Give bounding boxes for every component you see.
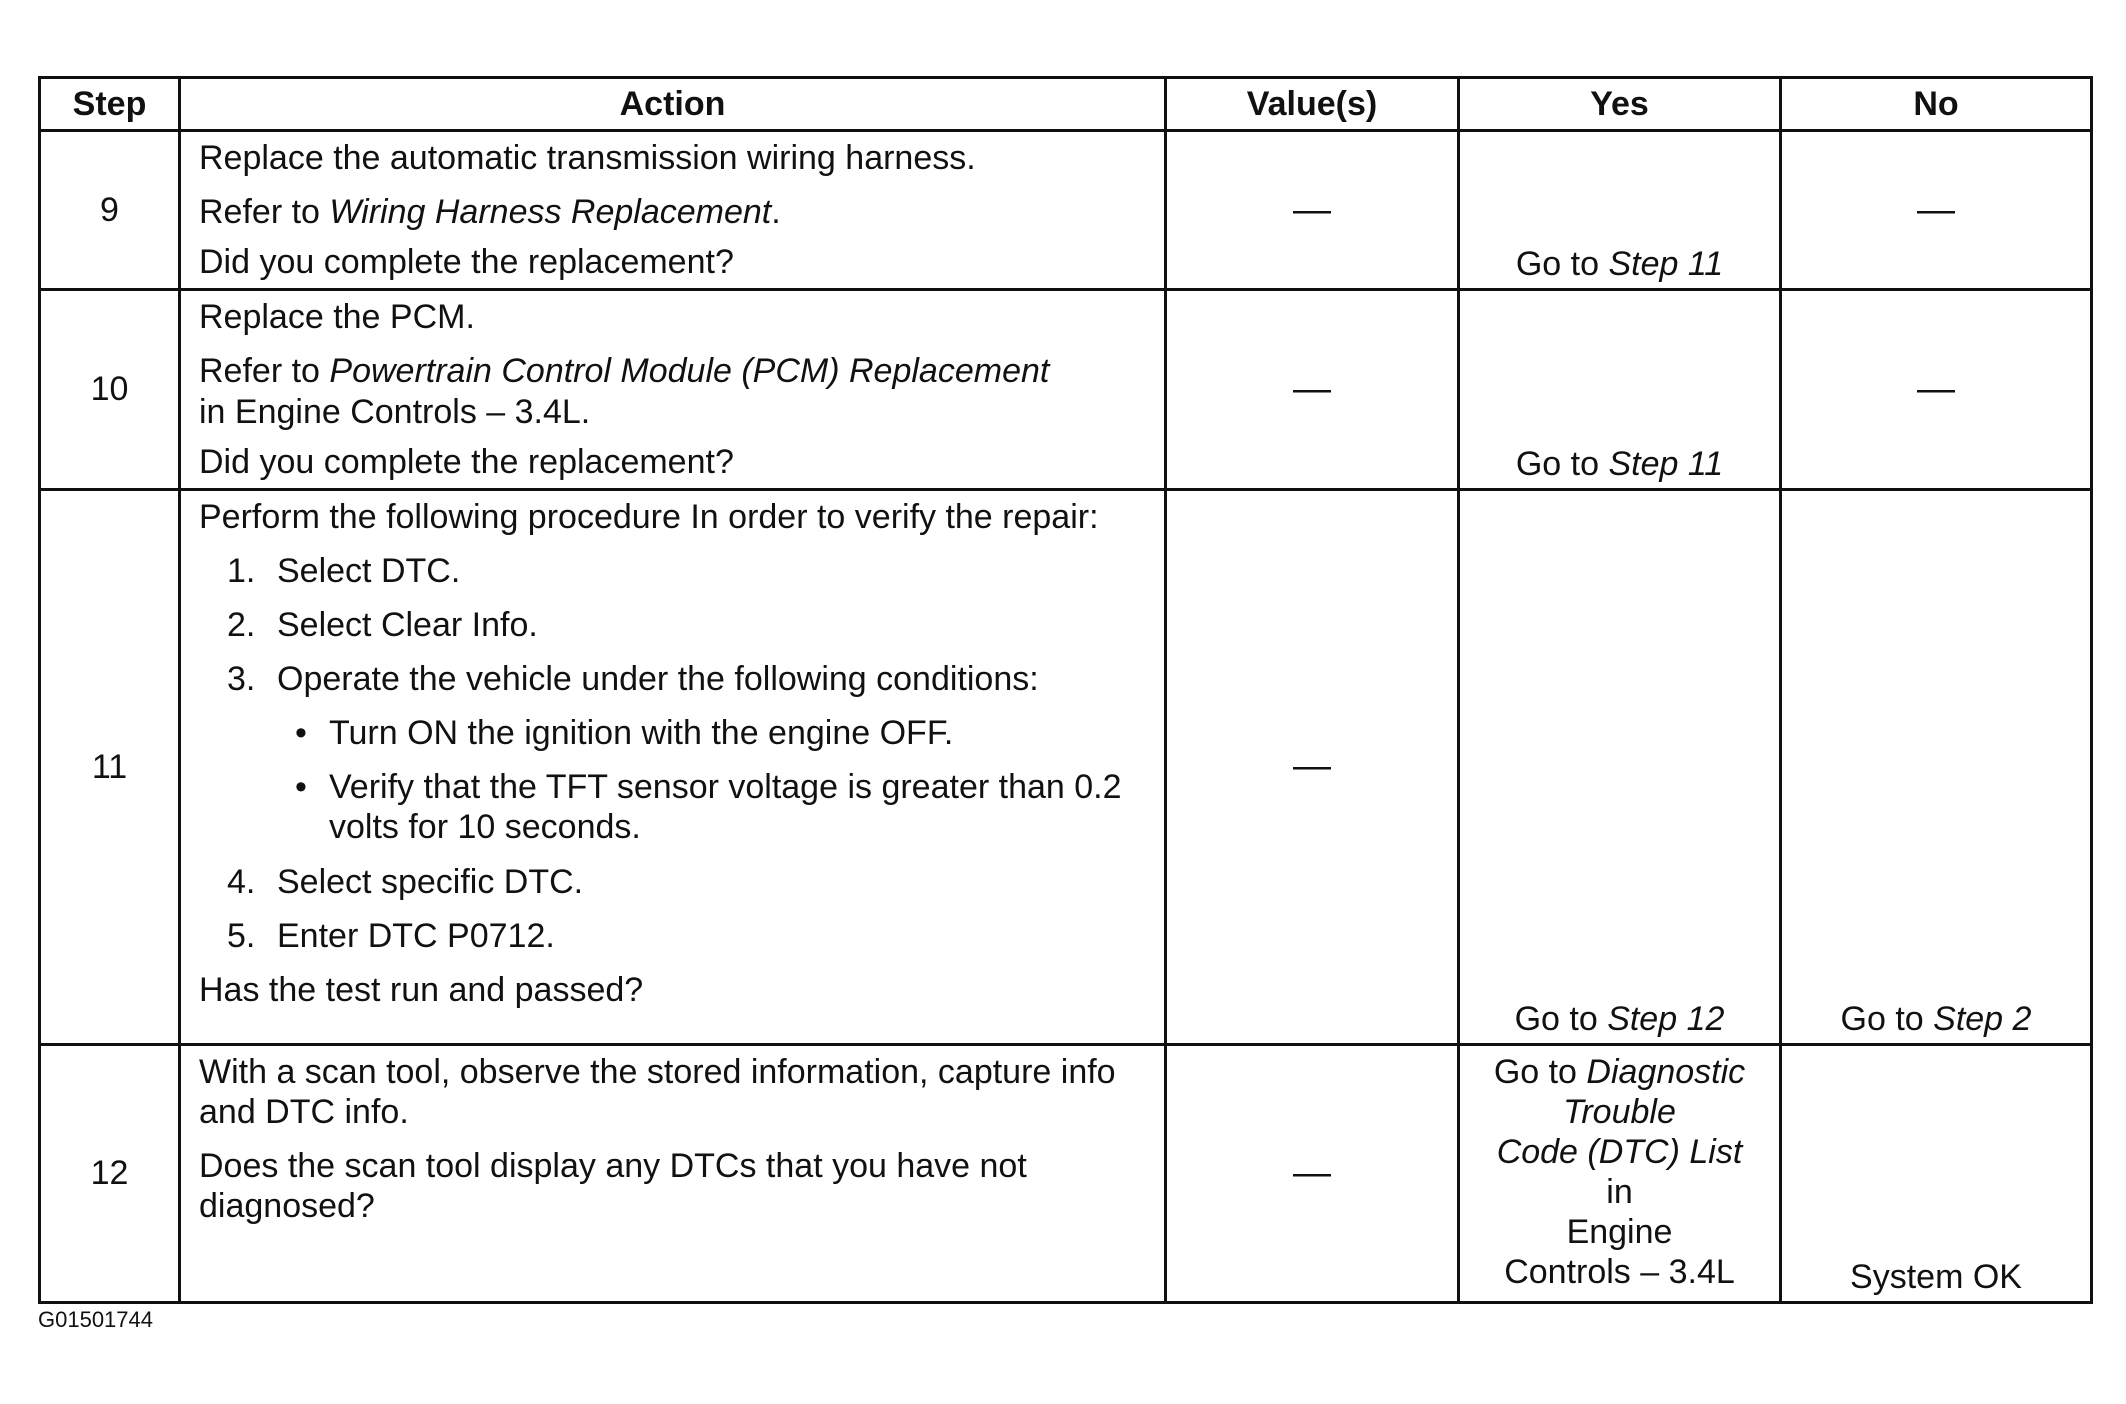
list-number: 1. bbox=[227, 551, 256, 590]
yes-cell bbox=[1459, 1044, 1781, 1302]
list-item bbox=[199, 605, 1144, 645]
list-item bbox=[199, 862, 1144, 902]
values-cell: — bbox=[1166, 131, 1459, 290]
header-yes: Yes bbox=[1459, 78, 1781, 131]
action-reference bbox=[199, 351, 1144, 391]
yes-line bbox=[1460, 1052, 1779, 1092]
action-cell bbox=[180, 1044, 1166, 1302]
table-row-step-12 bbox=[40, 1044, 2092, 1302]
yes-cell bbox=[1459, 290, 1781, 489]
header-action: Action bbox=[180, 78, 1166, 131]
step-number: 11 bbox=[40, 489, 180, 1044]
reference-prefix: Refer to bbox=[199, 352, 330, 391]
list-number: 2. bbox=[227, 605, 256, 644]
no-cell: — bbox=[1781, 131, 2092, 290]
list-number: 4. bbox=[227, 862, 256, 901]
list-text: Select Clear Info. bbox=[277, 605, 538, 644]
yes-prefix: Go to bbox=[1514, 999, 1608, 1038]
reference-link: Wiring Harness Replacement bbox=[329, 193, 772, 232]
yes-cell bbox=[1459, 131, 1781, 290]
bullet-icon: • bbox=[295, 714, 307, 753]
bullet-text: Turn ON the ignition with the engine OFF. bbox=[329, 714, 954, 753]
yes-reference-link: Code (DTC) List bbox=[1496, 1132, 1743, 1171]
list-text: Operate the vehicle under the following conditions: bbox=[277, 660, 1039, 699]
yes-line: Engine bbox=[1566, 1212, 1673, 1251]
list-item bbox=[199, 551, 1144, 591]
values-cell: — bbox=[1166, 290, 1459, 489]
step-number: 9 bbox=[40, 131, 180, 290]
yes-reference-stack bbox=[1460, 1052, 1779, 1292]
yes-line: in bbox=[1606, 1172, 1633, 1211]
no-cell: System OK bbox=[1781, 1044, 2092, 1302]
step-number: 10 bbox=[40, 290, 180, 489]
bullet-item bbox=[199, 767, 1144, 847]
header-values: Value(s) bbox=[1166, 78, 1459, 131]
no-cell: — bbox=[1781, 290, 2092, 489]
list-text: Select DTC. bbox=[277, 551, 461, 590]
list-number: 5. bbox=[227, 916, 256, 955]
bullet-text: Verify that the TFT sensor voltage is greater than 0.2 volts for 10 seconds. bbox=[329, 768, 1122, 847]
reference-link: Powertrain Control Module (PCM) Replacement bbox=[329, 352, 1050, 391]
list-item bbox=[199, 916, 1144, 956]
figure-id: G01501744 bbox=[38, 1307, 153, 1332]
action-text: Replace the automatic transmission wiring harness. bbox=[199, 139, 976, 177]
table-row-step-10 bbox=[40, 290, 2092, 489]
action-text: Replace the PCM. bbox=[199, 298, 475, 337]
list-number: 3. bbox=[227, 660, 256, 699]
yes-prefix: Go to bbox=[1493, 1052, 1587, 1091]
action-reference-cont: in Engine Controls – 3.4L. bbox=[199, 392, 591, 431]
action-cell bbox=[180, 489, 1166, 1044]
action-text: With a scan tool, observe the stored information, capture info and DTC info. bbox=[199, 1052, 1116, 1131]
yes-step-link: Step 12 bbox=[1607, 999, 1725, 1038]
yes-reference-link: Diagnostic bbox=[1586, 1052, 1746, 1091]
table-row-step-9 bbox=[40, 131, 2092, 290]
reference-suffix: . bbox=[771, 193, 781, 232]
action-question: Does the scan tool display any DTCs that you have not diagnosed? bbox=[199, 1146, 1027, 1226]
diagnostic-table bbox=[38, 76, 2093, 1304]
yes-step-link: Step 11 bbox=[1608, 245, 1724, 284]
action-question: Did you complete the replacement? bbox=[199, 442, 734, 481]
no-prefix: Go to bbox=[1840, 999, 1934, 1038]
action-cell bbox=[180, 131, 1166, 290]
action-question: Has the test run and passed? bbox=[199, 970, 644, 1009]
yes-line bbox=[1460, 1092, 1779, 1132]
action-cell bbox=[180, 290, 1166, 489]
yes-line bbox=[1460, 1132, 1779, 1172]
values-cell: — bbox=[1166, 1044, 1459, 1302]
reference-prefix: Refer to bbox=[199, 193, 330, 232]
action-intro: Perform the following procedure In order to verify the repair: bbox=[199, 497, 1099, 536]
no-step-link: Step 2 bbox=[1933, 999, 2032, 1038]
step-number: 12 bbox=[40, 1044, 180, 1302]
list-text: Select specific DTC. bbox=[277, 862, 584, 901]
yes-prefix: Go to bbox=[1515, 444, 1609, 483]
table-row-step-11 bbox=[40, 489, 2092, 1044]
header-row bbox=[40, 78, 2092, 131]
yes-prefix: Go to bbox=[1515, 245, 1609, 284]
header-no: No bbox=[1781, 78, 2092, 131]
yes-cell bbox=[1459, 489, 1781, 1044]
no-cell bbox=[1781, 489, 2092, 1044]
yes-step-link: Step 11 bbox=[1608, 444, 1724, 483]
yes-line: Controls – 3.4L bbox=[1504, 1252, 1735, 1291]
yes-reference-link: Trouble bbox=[1563, 1092, 1676, 1131]
bullet-icon: • bbox=[295, 768, 307, 807]
list-item bbox=[199, 659, 1144, 699]
action-reference bbox=[199, 192, 1144, 232]
action-question: Did you complete the replacement? bbox=[199, 243, 734, 282]
values-cell: — bbox=[1166, 489, 1459, 1044]
bullet-item bbox=[199, 713, 1144, 753]
list-text: Enter DTC P0712. bbox=[277, 916, 555, 955]
header-step: Step bbox=[40, 78, 180, 131]
